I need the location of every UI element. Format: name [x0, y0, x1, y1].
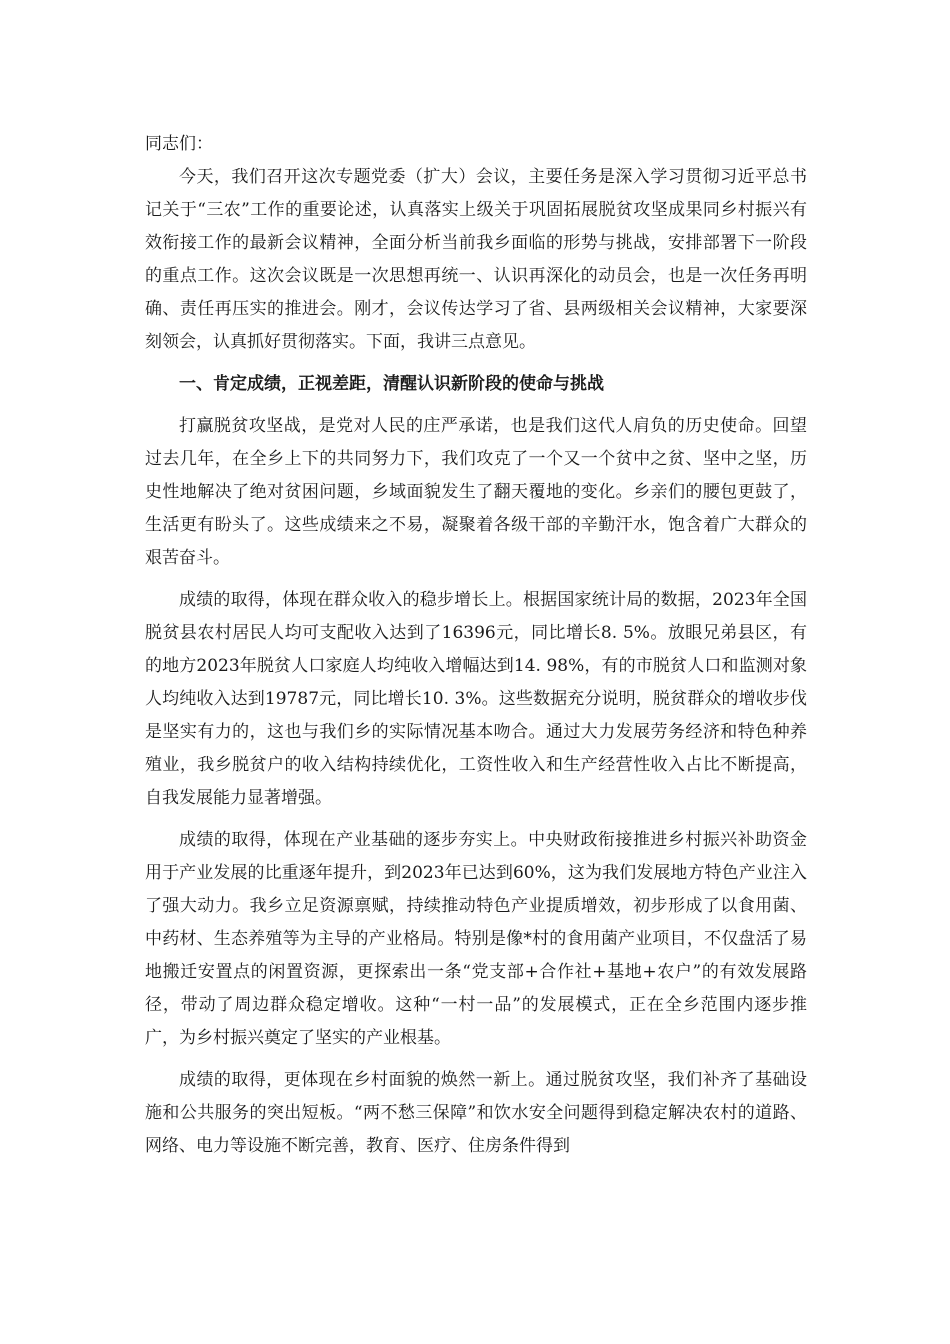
section-heading-1: 一、肯定成绩，正视差距，清醒认识新阶段的使命与挑战	[179, 374, 604, 394]
paragraph-industry-base: 成绩的取得，体现在产业基础的逐步夯实上。中央财政衔接推进乡村振兴补助资金用于产业发展的比重逐年提升，到2023年已达到60%，这为我们发展地方特色产业注入了强大动力。我乡立足资源禀赋，持续推动特色产业提质增效，初步形成了以食用菌、中药材、生态养殖等为主导的产业格局。特别是像*村的食用菌产业项目，不仅盘活了易地搬迁安置点的闲置资源，更探索出一条“党支部+合作社+基地+农户”的有效发展路径，带动了周边群众稳定增收。这种“一村一品”的发展模式，正在全乡范围内逐步推广，为乡村振兴奠定了坚实的产业根基。	[145, 830, 807, 1048]
paragraph-opening: 今天，我们召开这次专题党委（扩大）会议，主要任务是深入学习贯彻习近平总书记关于“三农”工作的重要论述，认真落实上级关于巩固拓展脱贫攻坚成果同乡村振兴有效衔接工作的最新会议精神，全面分析当前我乡面临的形势与挑战，安排部署下一阶段的重点工作。这次会议既是一次思想再统一、认识再深化的动员会，也是一次任务再明确、责任再压实的推进会。刚才，会议传达学习了省、县两级相关会议精神，大家要深刻领会，认真抓好贯彻落实。下面，我讲三点意见。	[145, 167, 807, 352]
paragraph-achievements-intro: 打赢脱贫攻坚战，是党对人民的庄严承诺，也是我们这代人肩负的历史使命。回望过去几年，在全乡上下的共同努力下，我们攻克了一个又一个贫中之贫、坚中之坚，历史性地解决了绝对贫困问题，乡域面貌发生了翻天覆地的变化。乡亲们的腰包更鼓了，生活更有盼头了。这些成绩来之不易，凝聚着各级干部的辛勤汗水，饱含着广大群众的艰苦奋斗。	[145, 416, 807, 568]
paragraph-village-appearance: 成绩的取得，更体现在乡村面貌的焕然一新上。通过脱贫攻坚，我们补齐了基础设施和公共服务的突出短板。“两不愁三保障”和饮水安全问题得到稳定解决农村的道路、网络、电力等设施不断完善，教育、医疗、住房条件得到	[145, 1070, 807, 1156]
paragraph-income-growth: 成绩的取得，体现在群众收入的稳步增长上。根据国家统计局的数据，2023年全国脱贫县农村居民人均可支配收入达到了16396元，同比增长8. 5%。放眼兄弟县区，有的地方2023年脱贫人口家庭人均纯收入增幅达到14. 98%，有的市脱贫人口和监测对象人均纯收入达到19787元，同比增长10. 3%。这些数据充分说明，脱贫群众的增收步伐是坚实有力的，这也与我们乡的实际情况基本吻合。通过大力发展劳务经济和特色种养殖业，我乡脱贫户的收入结构持续优化，工资性收入和生产经营性收入占比不断提高，自我发展能力显著增强。	[145, 590, 807, 808]
greeting: 同志们：	[145, 134, 213, 154]
document-body	[145, 125, 807, 1172]
